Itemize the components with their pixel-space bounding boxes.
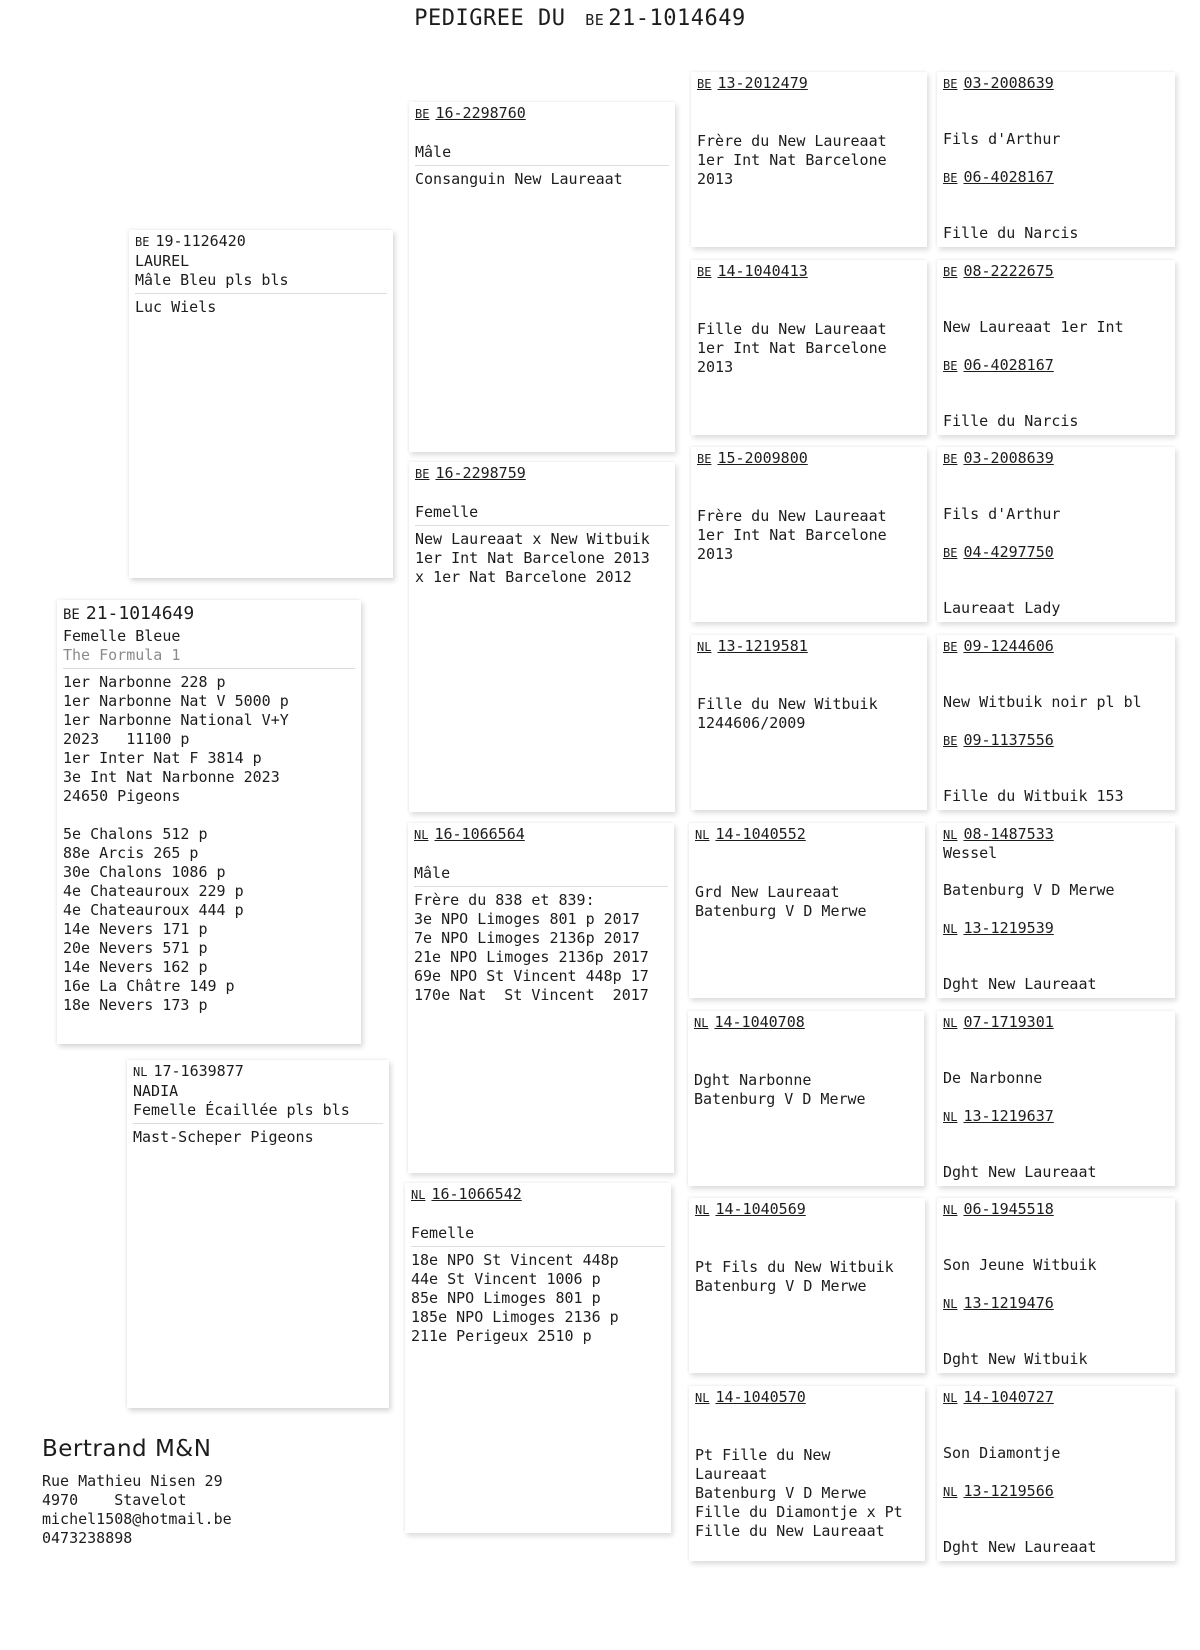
female-ancestor-ring-line [943,919,1171,939]
female-ancestor-country: NL [943,1297,958,1312]
subject-sex-color: Femelle Bleue [63,627,181,645]
note-line: Grd New Laureaat [695,882,840,901]
page-title [0,6,1160,31]
male-ancestor-ring: 06-1945518 [963,1200,1054,1219]
ancestor-pair-card [937,447,1175,622]
female-ancestor-ring-line [943,543,1171,563]
title-prefix: PEDIGREE DU [414,6,566,31]
great-grandparent-ring-line [694,1013,918,1033]
owner-phone: 0473238898 [42,1529,133,1547]
male-ancestor-ring: 03-2008639 [963,74,1054,92]
great-grandparent-country: NL [694,1015,709,1030]
subject-card [57,600,361,1044]
grandparent-ring-line [414,825,668,845]
grandparent-sex: Mâle [415,143,452,161]
result-line: 4e Chateauroux 444 p [63,901,244,919]
father-ring: 19-1126420 [155,232,246,250]
mother-card [127,1060,389,1408]
ancestor-pair-card [937,72,1175,247]
result-line [63,806,355,825]
female-ancestor-country: NL [943,1109,958,1124]
note-line: Frère du New Laureaat [697,507,887,526]
owner-email: michel1508@hotmail.be [42,1510,232,1528]
result-line: 1er Narbonne Nat V 5000 p [63,692,289,710]
note-line: New Laureaat x New Witbuik [415,530,650,548]
male-ancestor-ring-line [943,1013,1171,1033]
divider [133,1123,383,1124]
great-grandparent-ring-line [695,1200,919,1220]
subject-ring: 21-1014649 [85,603,195,624]
note-line: 44e St Vincent 1006 p [411,1270,601,1288]
grandparent-sex: Femelle [411,1224,475,1242]
great-grandparent-ring-line [697,74,921,94]
female-ancestor-ring: 13-1219566 [963,1481,1054,1500]
female-ancestor-ring: 06-4028167 [963,168,1054,186]
mother-sex-color: Femelle Écaillée pls bls [133,1101,350,1119]
subject-results [63,673,355,1015]
divider [135,293,387,294]
great-grandparent-country: NL [697,640,712,655]
male-ancestor-ring: 09-1244606 [963,637,1054,656]
male-ancestor-note: De Narbonne [943,1068,1043,1087]
great-grandparent-country: NL [695,827,710,842]
great-grandparent-ring-line [695,1388,919,1408]
grandparent-card [405,1183,671,1533]
grandparent-ring: 16-2298760 [435,104,526,122]
male-ancestor-ring-line [943,262,1171,282]
note-line: x 1er Nat Barcelone 2012 [415,568,632,586]
subject-ring-line [63,602,355,627]
mother-ring: 17-1639877 [153,1062,244,1080]
result-line: 30e Chalons 1086 p [63,863,226,881]
great-grandparent-ring: 14-1040708 [714,1012,805,1031]
grandparent-country: NL [411,1188,426,1202]
grandparent-ring-line [411,1185,665,1205]
great-grandparent-country: NL [695,1390,710,1405]
male-ancestor-country: NL [943,1015,958,1030]
grandparent-ring: 16-2298759 [435,464,526,482]
result-line: 20e Nevers 571 p [63,939,208,957]
great-grandparent-card [691,260,927,435]
result-line: 14e Nevers 162 p [63,958,208,976]
female-ancestor-ring: 13-1219476 [963,1294,1054,1313]
male-ancestor-name: Wessel [943,843,998,862]
note-line: 7e NPO Limoges 2136p 2017 [414,929,640,947]
male-ancestor-country: BE [943,77,958,91]
ancestor-pair-card [937,635,1175,810]
grandparent-card [408,823,674,1173]
grandparent-country: BE [415,107,430,121]
owner-name: Bertrand M&N [42,1436,212,1462]
note-line: 1er Int Nat Barcelone 2013 [415,549,650,567]
title-ring: 21-1014649 [608,6,746,31]
female-ancestor-note: Fille du Witbuik 153 [943,787,1124,806]
female-ancestor-country: BE [943,734,958,749]
female-ancestor-note: Laureaat Lady [943,599,1061,618]
male-ancestor-ring: 08-2222675 [963,261,1054,280]
great-grandparent-country: BE [697,77,712,91]
result-line: 16e La Châtre 149 p [63,977,235,995]
female-ancestor-note: Dght New Witbuik [943,1350,1088,1369]
note-line: Pt Fils du New Witbuik [695,1258,894,1277]
male-ancestor-note: Fils d'Arthur [943,130,1061,148]
note-line: Batenburg V D Merwe [695,901,867,920]
divider [63,668,355,669]
great-grandparent-ring: 14-1040569 [715,1200,806,1219]
owner-city: 4970 Stavelot [42,1491,187,1509]
divider [415,165,669,166]
female-ancestor-country: NL [943,1484,958,1499]
female-ancestor-country: NL [943,921,958,936]
father-name: LAUREL [135,252,190,270]
female-ancestor-ring-line [943,1482,1171,1502]
note-line: 3e NPO Limoges 801 p 2017 [414,910,640,928]
note-line: 2013 [697,545,734,564]
grandparent-ring-line [415,104,669,124]
note-line: Fille du New Witbuik [697,695,878,714]
note-line: Frère du New Laureaat [697,132,887,150]
note-line: 1er Int Nat Barcelone [697,151,887,169]
male-ancestor-country: NL [943,827,958,842]
title-country: BE [585,11,605,29]
great-grandparent-ring-line [695,825,919,845]
grandparent-ring: 16-1066542 [431,1185,522,1203]
female-ancestor-note: Fille du Narcis [943,411,1079,430]
subject-country: BE [63,607,80,623]
note-line: Pt Fille du New [695,1445,831,1464]
father-sex-color: Mâle Bleu pls bls [135,271,289,289]
female-ancestor-ring-line [943,1107,1171,1127]
note-line: 185e NPO Limoges 2136 p [411,1308,619,1326]
male-ancestor-note: Son Jeune Witbuik [943,1256,1097,1275]
ancestor-pair-card [937,1386,1175,1561]
result-line: 1er Narbonne 228 p [63,673,226,691]
mother-country: NL [133,1065,148,1079]
male-ancestor-note: New Witbuik noir pl bl [943,693,1142,712]
note-line: Batenburg V D Merwe [695,1277,867,1296]
result-line: 1er Inter Nat F 3814 p [63,749,262,767]
grandparent-card [409,102,675,452]
divider [415,525,669,526]
great-grandparent-ring-line [697,637,921,657]
male-ancestor-country: BE [943,452,958,467]
female-ancestor-country: BE [943,358,958,373]
male-ancestor-ring: 03-2008639 [963,449,1054,468]
note-line: Frère du 838 et 839: [414,891,595,909]
great-grandparent-ring-line [697,449,921,469]
note-line: 211e Perigeux 2510 p [411,1327,592,1345]
great-grandparent-ring: 13-1219581 [717,637,808,656]
male-ancestor-country: BE [943,640,958,655]
male-ancestor-ring-line [943,449,1171,469]
female-ancestor-ring: 13-1219637 [963,1106,1054,1125]
female-ancestor-ring: 04-4297750 [963,543,1054,562]
great-grandparent-card [688,1011,924,1186]
grandparent-ring: 16-1066564 [434,825,525,843]
subject-name: The Formula 1 [63,646,181,664]
female-ancestor-note: Dght New Laureaat [943,1162,1097,1181]
ancestor-pair-card [937,1198,1175,1373]
great-grandparent-country: NL [695,1203,710,1218]
male-ancestor-country: BE [943,264,958,279]
female-ancestor-ring-line [943,731,1171,751]
grandparent-country: BE [415,467,430,481]
great-grandparent-country: BE [697,452,712,467]
owner-address: Rue Mathieu Nisen 29 [42,1472,223,1490]
male-ancestor-note: Batenburg V D Merwe [943,880,1115,899]
note-line: 21e NPO Limoges 2136p 2017 [414,948,649,966]
mother-name: NADIA [133,1082,179,1100]
female-ancestor-ring-line [943,168,1171,188]
male-ancestor-country: NL [943,1390,958,1405]
grandparent-notes [415,170,669,189]
note-line: 1er Int Nat Barcelone [697,526,887,545]
male-ancestor-country: NL [943,1203,958,1218]
note-line: 2013 [697,170,734,188]
divider [414,886,668,887]
note-line: 18e NPO St Vincent 448p [411,1251,619,1269]
note-line: Dght Narbonne [694,1070,812,1089]
great-grandparent-card [689,1198,925,1373]
great-grandparent-ring: 13-2012479 [717,74,808,92]
great-grandparent-ring: 14-1040570 [715,1387,806,1406]
female-ancestor-ring: 09-1137556 [963,731,1054,750]
great-grandparent-card [689,823,925,998]
female-ancestor-note: Dght New Laureaat [943,974,1097,993]
female-ancestor-ring: 06-4028167 [963,355,1054,374]
great-grandparent-ring: 15-2009800 [717,449,808,468]
great-grandparent-card [689,1386,925,1561]
father-ring-line [135,232,387,252]
female-ancestor-ring: 13-1219539 [963,918,1054,937]
male-ancestor-ring: 14-1040727 [963,1387,1054,1406]
result-line: 18e Nevers 173 p [63,996,208,1014]
note-line: Batenburg V D Merwe [694,1089,866,1108]
note-line: 2013 [697,357,734,376]
male-ancestor-ring-line [943,825,1171,845]
note-line: Laureaat [695,1464,768,1483]
result-line: 4e Chateauroux 229 p [63,882,244,900]
great-grandparent-card [691,447,927,622]
note-line: 69e NPO St Vincent 448p 17 [414,967,649,985]
male-ancestor-ring-line [943,1388,1171,1408]
male-ancestor-ring-line [943,637,1171,657]
grandparent-notes [414,891,668,1005]
note-line: Consanguin New Laureaat [415,170,623,188]
result-line: 2023 11100 p [63,730,190,748]
grandparent-ring-line [415,464,669,484]
grandparent-country: NL [414,828,429,842]
female-ancestor-ring-line [943,356,1171,376]
great-grandparent-card [691,72,927,247]
female-ancestor-country: BE [943,171,958,185]
note-line: 1er Int Nat Barcelone [697,338,887,357]
note-line: Fille du New Laureaat [695,1521,885,1540]
result-line: 5e Chalons 512 p [63,825,208,843]
divider [411,1246,665,1247]
result-line: 14e Nevers 171 p [63,920,208,938]
male-ancestor-ring-line [943,74,1171,94]
note-line: 170e Nat St Vincent 2017 [414,986,649,1004]
great-grandparent-ring: 14-1040552 [715,824,806,843]
mother-breeder: Mast-Scheper Pigeons [133,1128,314,1146]
great-grandparent-country: BE [697,264,712,279]
mother-ring-line [133,1062,383,1082]
ancestor-pair-card [937,260,1175,435]
female-ancestor-country: BE [943,546,958,561]
male-ancestor-ring: 07-1719301 [963,1012,1054,1031]
father-card [129,230,393,578]
note-line: Batenburg V D Merwe [695,1483,867,1502]
result-line: 88e Arcis 265 p [63,844,199,862]
male-ancestor-note: Fils d'Arthur [943,505,1061,524]
great-grandparent-ring: 14-1040413 [717,261,808,280]
male-ancestor-ring-line [943,1200,1171,1220]
result-line: 3e Int Nat Narbonne 2023 [63,768,280,786]
note-line: 1244606/2009 [697,714,806,733]
male-ancestor-ring: 08-1487533 [963,824,1054,843]
ancestor-pair-card [937,823,1175,998]
result-line: 24650 Pigeons [63,787,181,805]
grandparent-sex: Mâle [414,864,451,882]
female-ancestor-note: Fille du Narcis [943,224,1079,242]
female-ancestor-note: Dght New Laureaat [943,1537,1097,1556]
note-line: Fille du New Laureaat [697,319,887,338]
ancestor-pair-card [937,1011,1175,1186]
grandparent-card [409,462,675,812]
owner-block [42,1436,232,1548]
male-ancestor-note: New Laureaat 1er Int [943,317,1124,336]
grandparent-notes [415,530,669,587]
great-grandparent-card [691,635,927,810]
female-ancestor-ring-line [943,1294,1171,1314]
father-country: BE [135,235,150,249]
note-line: 85e NPO Limoges 801 p [411,1289,601,1307]
grandparent-sex: Femelle [415,503,479,521]
note-line: Fille du Diamontje x Pt [695,1502,903,1521]
grandparent-notes [411,1251,665,1346]
great-grandparent-ring-line [697,262,921,282]
father-breeder: Luc Wiels [135,298,217,316]
result-line: 1er Narbonne National V+Y [63,711,289,729]
male-ancestor-note: Son Diamontje [943,1443,1061,1462]
